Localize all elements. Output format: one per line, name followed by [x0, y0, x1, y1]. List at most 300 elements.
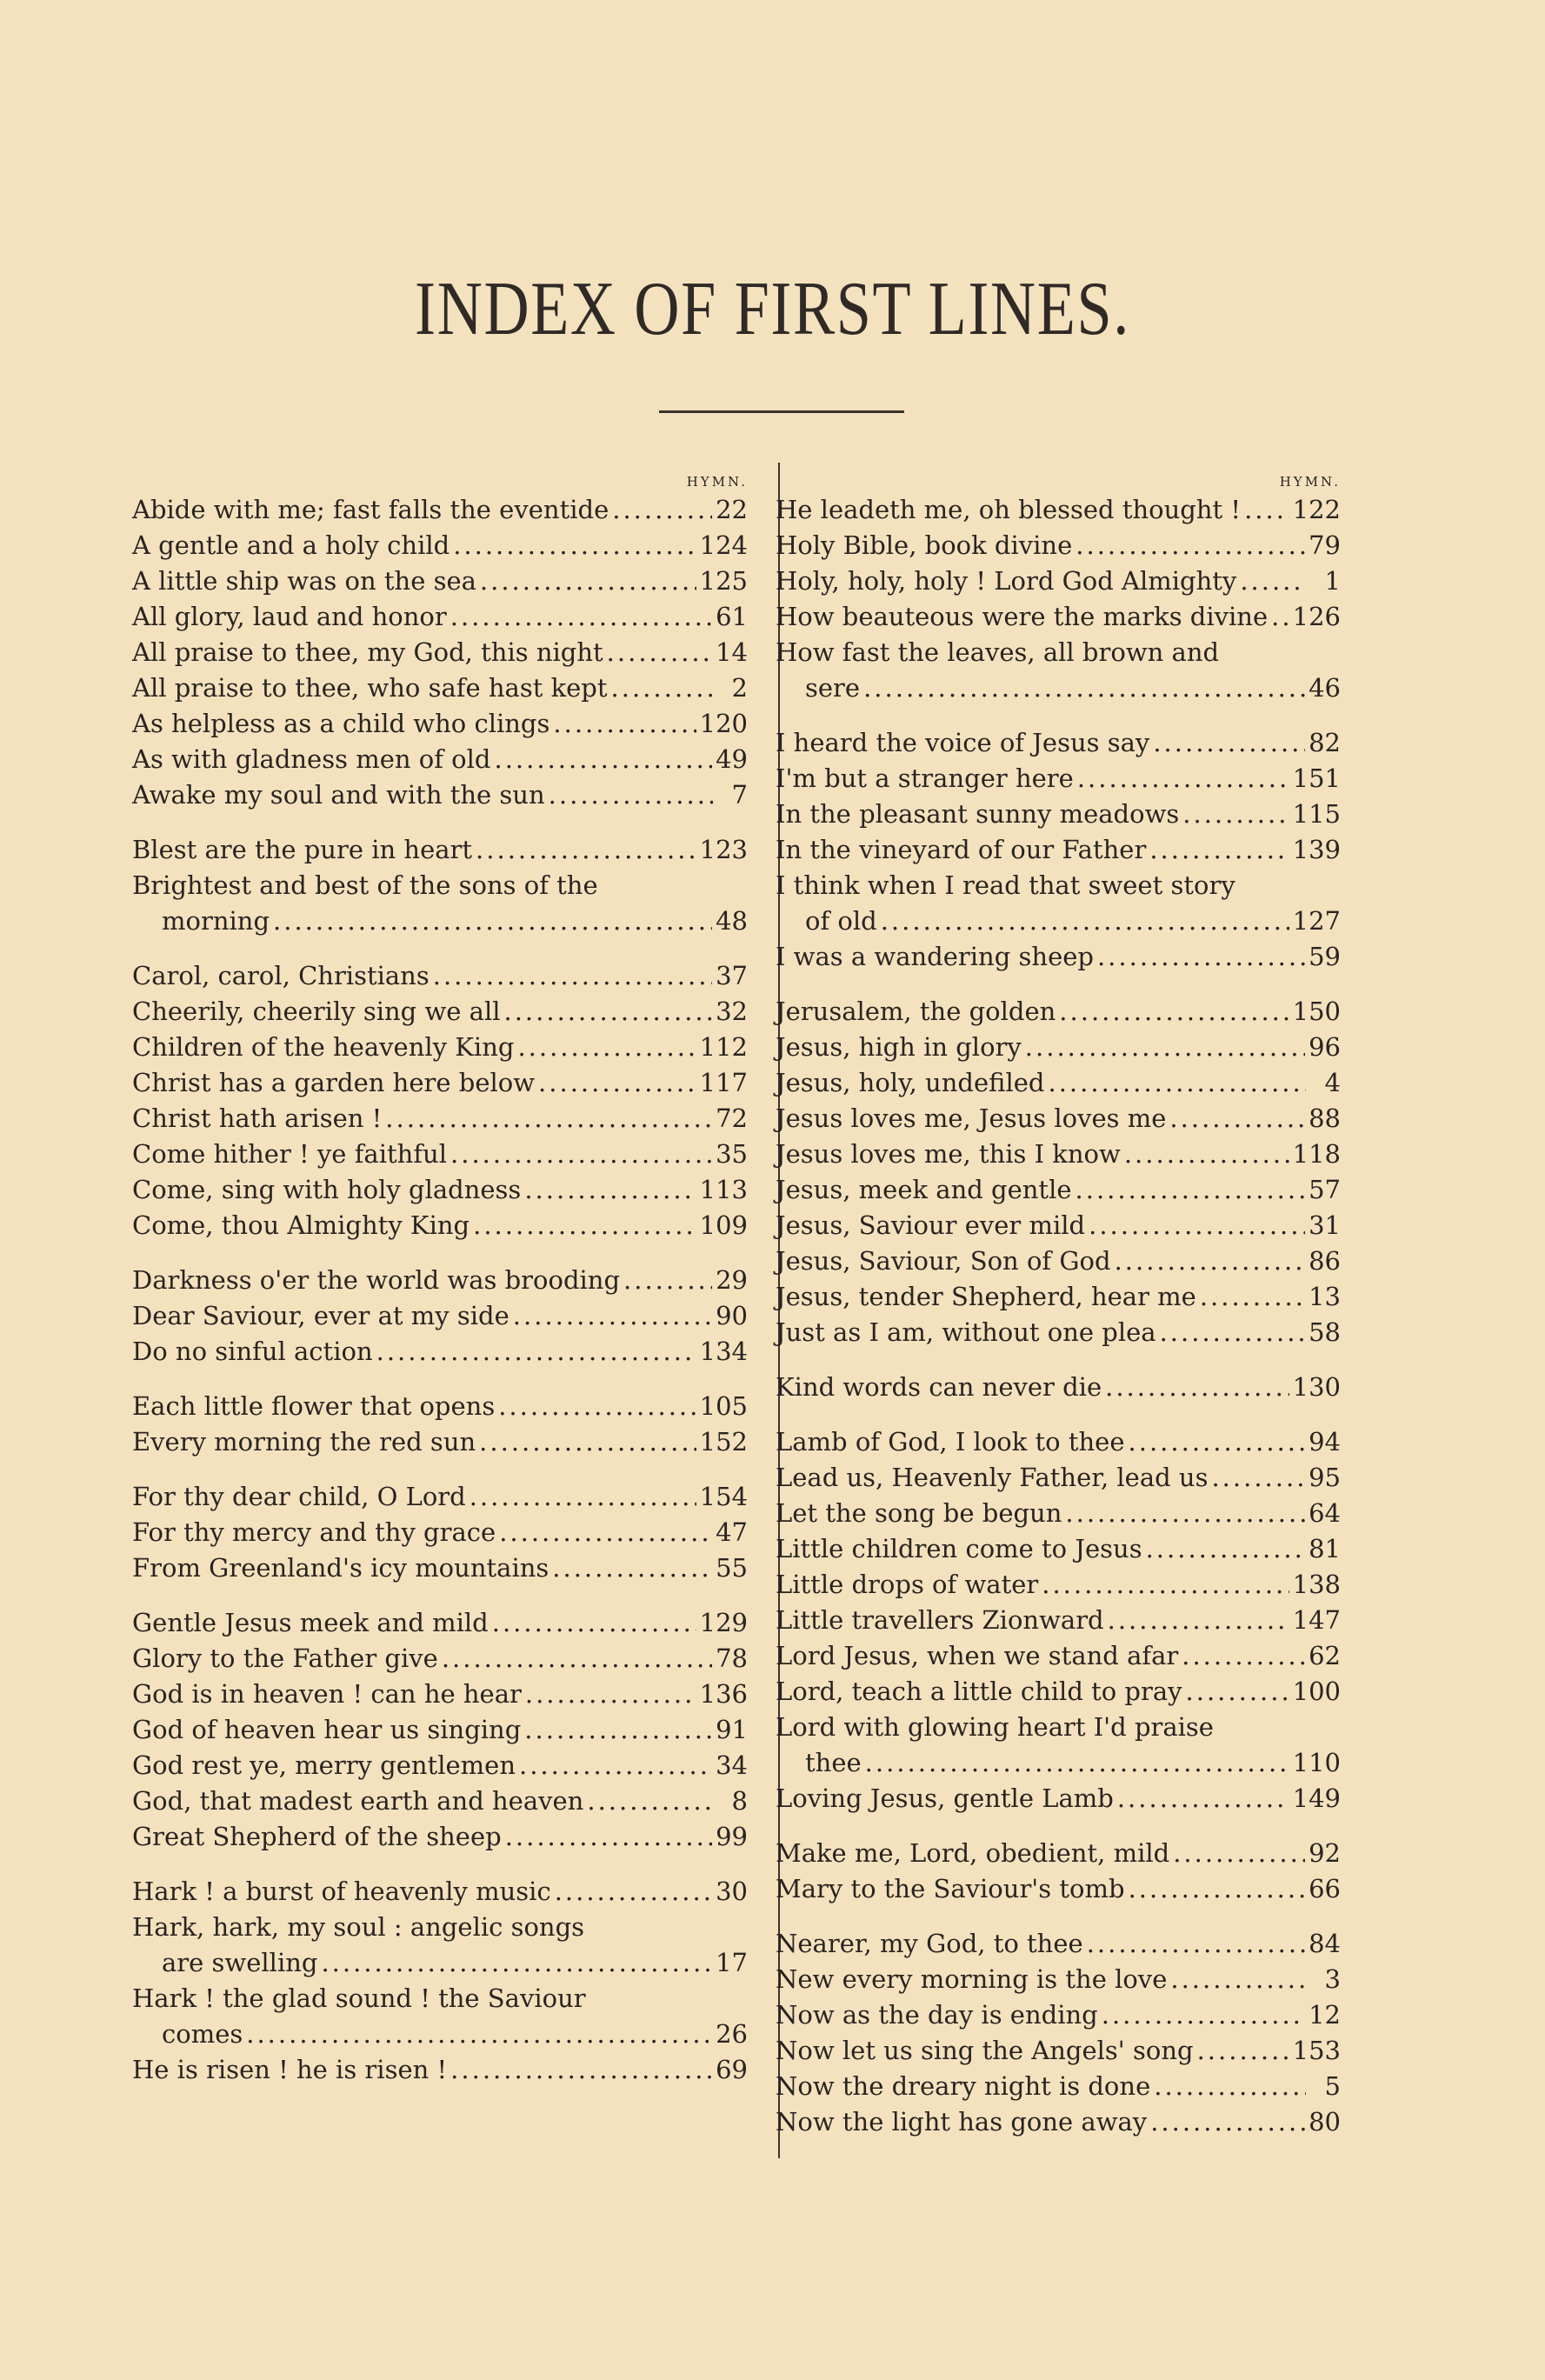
index-group [776, 492, 1341, 706]
first-line-text: thee [805, 1748, 862, 1777]
first-line-text: Christ hath arisen ! [132, 1103, 383, 1133]
dot-leader [1115, 1243, 1306, 1279]
dot-leader [492, 1605, 696, 1641]
hymn-number: 48 [716, 906, 748, 936]
index-entry [132, 994, 748, 1030]
first-line-text: sere [805, 673, 861, 703]
index-group [776, 994, 1341, 1350]
first-line-text: Come hither ! ye faithful [132, 1139, 448, 1169]
index-entry [132, 958, 748, 994]
hymn-number: 3 [1324, 1964, 1341, 1994]
hymn-number: 149 [1292, 1783, 1341, 1813]
hymn-number: 113 [699, 1175, 748, 1204]
index-group [132, 1263, 748, 1370]
hymn-number: 78 [716, 1643, 748, 1673]
hymn-number: 150 [1292, 997, 1341, 1026]
hymn-number: 115 [1292, 799, 1341, 829]
hymn-number: 117 [699, 1068, 748, 1097]
first-line-text: Loving Jesus, gentle Lamb [776, 1783, 1114, 1813]
hymn-number: 17 [716, 1948, 748, 1977]
hymn-number: 99 [716, 1822, 748, 1851]
hymn-number: 120 [699, 709, 748, 738]
hymn-number: 29 [716, 1265, 748, 1295]
first-line-text: New every morning is the love [776, 1964, 1168, 1994]
index-entry [132, 1334, 748, 1370]
hymn-number: 126 [1292, 602, 1341, 631]
hymn-number: 109 [699, 1210, 748, 1240]
hymn-number: 30 [716, 1877, 748, 1906]
first-line-text: Now the dreary night is done [776, 2071, 1151, 2101]
first-line-text: Hark ! a burst of heavenly music [132, 1877, 551, 1906]
index-entry [132, 1389, 748, 1424]
first-line-text: For thy mercy and thy grace [132, 1517, 496, 1547]
index-entry [776, 1030, 1341, 1065]
index-group [132, 492, 748, 813]
index-entry [776, 1781, 1341, 1817]
hymn-number: 94 [1309, 1427, 1341, 1457]
first-line-text: are swelling [162, 1948, 318, 1977]
dot-leader [1173, 1836, 1305, 1871]
index-group [776, 725, 1341, 975]
index-entry [776, 1460, 1341, 1496]
first-line-text: In the vineyard of our Father [776, 835, 1147, 864]
index-entry [776, 903, 1341, 939]
index-entry [132, 706, 748, 742]
hymn-number: 154 [699, 1482, 748, 1511]
hymn-number: 12 [1309, 2000, 1341, 2030]
index-entry [776, 1567, 1341, 1603]
hymn-number: 136 [699, 1679, 748, 1709]
index-entry [132, 1424, 748, 1460]
dot-leader [450, 599, 712, 635]
dot-leader [479, 1424, 696, 1460]
dot-leader [555, 1874, 712, 1910]
dot-leader [519, 1748, 712, 1783]
hymn-number: 62 [1309, 1641, 1341, 1670]
index-entry [776, 1710, 1341, 1745]
first-line-text: Holy, holy, holy ! Lord God Almighty [776, 566, 1237, 596]
index-entry [776, 599, 1341, 635]
hymn-number: 123 [699, 835, 748, 864]
hymn-number: 153 [1292, 2036, 1341, 2065]
hymn-number: 58 [1309, 1317, 1341, 1347]
first-line-text: How beauteous were the marks divine [776, 602, 1269, 631]
first-line-text: He is risen ! he is risen ! [132, 2055, 448, 2084]
dot-leader [1154, 2069, 1306, 2104]
index-group [132, 1479, 748, 1586]
index-entry [132, 563, 748, 599]
first-line-text: He leadeth me, oh blessed thought ! [776, 495, 1242, 524]
dot-leader [1089, 1208, 1305, 1243]
first-line-text: Blest are the pure in heart [132, 835, 473, 864]
dot-leader [524, 1172, 696, 1208]
dot-leader [1076, 1172, 1306, 1208]
dot-leader [525, 1677, 696, 1712]
hymn-number: 88 [1309, 1103, 1341, 1133]
hymn-number: 124 [699, 530, 748, 560]
first-line-text: As helpless as a child who clings [132, 709, 550, 738]
first-line-text: God, that madest earth and heaven [132, 1786, 584, 1816]
first-line-text: Hark, hark, my soul : angelic songs [132, 1912, 585, 1942]
index-entry [132, 599, 748, 635]
dot-leader [450, 1137, 712, 1172]
hymn-number: 122 [1292, 495, 1341, 524]
hymn-number: 59 [1309, 942, 1341, 971]
first-line-text: God is in heaven ! can he hear [132, 1679, 522, 1709]
dot-leader [1076, 528, 1305, 563]
first-line-text: Nearer, my God, to thee [776, 1929, 1083, 1958]
hymn-number: 95 [1309, 1463, 1341, 1492]
dot-leader [376, 1334, 696, 1370]
dot-leader [450, 2052, 712, 2088]
first-line-text: Jesus, Saviour ever mild [776, 1210, 1086, 1240]
first-line-text: Every morning the red sun [132, 1427, 476, 1457]
index-entry [776, 1962, 1341, 1997]
dot-leader [881, 903, 1289, 939]
dot-leader [499, 1515, 712, 1550]
first-line-text: of old [805, 906, 877, 936]
dot-leader [607, 635, 712, 670]
hymn-number: 118 [1292, 1139, 1341, 1169]
index-entry [776, 1370, 1341, 1405]
index-group [776, 1926, 1341, 2140]
index-entry [132, 1550, 748, 1586]
index-entry [776, 761, 1341, 797]
index-group [776, 1370, 1341, 1405]
index-entry [776, 1243, 1341, 1279]
first-line-text: Just as I am, without one plea [776, 1317, 1156, 1347]
hymn-number: 81 [1309, 1534, 1341, 1563]
hymn-number: 35 [716, 1139, 748, 1169]
hymn-number: 100 [1292, 1677, 1341, 1706]
index-entry [776, 1603, 1341, 1638]
hymn-number: 64 [1309, 1498, 1341, 1528]
dot-leader [504, 994, 713, 1030]
first-line-text: Jesus loves me, this I know [776, 1139, 1121, 1169]
dot-leader [1059, 994, 1289, 1030]
dot-leader [612, 492, 712, 528]
index-entry [776, 1674, 1341, 1710]
dot-leader [517, 1030, 696, 1065]
hymn-number: 139 [1292, 835, 1341, 864]
index-entry [132, 1605, 748, 1641]
dot-leader [476, 832, 696, 868]
hymn-number: 151 [1292, 763, 1341, 793]
first-line-text: Jesus, high in glory [776, 1032, 1022, 1062]
dot-leader [513, 1298, 712, 1334]
dot-leader [1108, 1603, 1289, 1638]
first-line-text: Christ has a garden here below [132, 1068, 536, 1097]
index-entry [776, 868, 1341, 903]
hymn-number: 110 [1292, 1748, 1341, 1777]
first-line-text: Little drops of water [776, 1570, 1039, 1599]
dot-leader [865, 1745, 1289, 1781]
left-entries [132, 492, 748, 2088]
first-line-text: comes [162, 2019, 243, 2049]
first-line-text: A little ship was on the sea [132, 566, 476, 596]
hymn-number: 5 [1324, 2071, 1341, 2101]
hymn-column-header: HYMN. [1279, 474, 1341, 490]
dot-leader [433, 958, 712, 994]
index-entry [776, 1531, 1341, 1567]
index-entry [132, 832, 748, 868]
first-line-text: I'm but a stranger here [776, 763, 1074, 793]
dot-leader [1124, 1137, 1289, 1172]
hymn-number: 7 [731, 780, 748, 810]
first-line-text: Let the song be begun [776, 1498, 1062, 1528]
first-line-text: I heard the voice of Jesus say [776, 728, 1150, 757]
dot-leader [385, 1101, 712, 1137]
hymn-number: 130 [1292, 1372, 1341, 1402]
hymn-number: 79 [1309, 530, 1341, 560]
index-entry [132, 1263, 748, 1298]
dot-leader [1105, 1370, 1289, 1405]
index-entry [776, 994, 1341, 1030]
index-entry [132, 1819, 748, 1855]
first-line-text: morning [162, 906, 270, 936]
dot-leader [1065, 1496, 1305, 1531]
first-line-text: I think when I read that sweet story [776, 870, 1235, 900]
dot-leader [538, 1065, 696, 1101]
hymn-number: 2 [731, 673, 748, 703]
first-line-text: A gentle and a holy child [132, 530, 450, 560]
index-entry [132, 1748, 748, 1783]
index-entry [132, 635, 748, 670]
index-entry [132, 1910, 748, 1945]
hymn-number: 84 [1309, 1929, 1341, 1958]
hymn-number: 49 [716, 744, 748, 774]
index-entry [776, 563, 1341, 599]
first-line-text: Lord with glowing heart I'd praise [776, 1712, 1214, 1742]
index-group [132, 1389, 748, 1460]
index-entry [132, 2017, 748, 2052]
index-entry [132, 868, 748, 903]
first-line-text: Now the light has gone away [776, 2107, 1148, 2137]
first-line-text: Glory to the Father give [132, 1643, 438, 1673]
hymn-number: 31 [1309, 1210, 1341, 1240]
dot-leader [549, 777, 713, 813]
index-entry [132, 1065, 748, 1101]
dot-leader [611, 670, 713, 706]
index-entry [776, 2104, 1341, 2140]
first-line-text: As with gladness men of old [132, 744, 491, 774]
first-line-text: Lamb of God, I look to thee [776, 1427, 1125, 1457]
first-line-text: Abide with me; fast falls the eventide [132, 495, 609, 524]
dot-leader [1170, 1962, 1306, 1997]
dot-leader [1200, 1279, 1305, 1315]
dot-leader [1042, 1567, 1289, 1603]
hymn-number: 134 [699, 1337, 748, 1366]
hymn-number: 91 [716, 1715, 748, 1744]
index-entry [132, 1208, 748, 1243]
first-line-text: Jesus, tender Shepherd, hear me [776, 1282, 1196, 1311]
hymn-number: 13 [1309, 1282, 1341, 1311]
index-entry [776, 1315, 1341, 1350]
dot-leader [552, 1550, 712, 1586]
index-entry [776, 1279, 1341, 1315]
first-line-text: I was a wandering sheep [776, 942, 1094, 971]
index-group [132, 832, 748, 939]
dot-leader [1048, 1065, 1306, 1101]
page-title: INDEX OF FIRST LINES. [415, 267, 1130, 351]
index-entry [776, 832, 1341, 868]
dot-leader [321, 1945, 712, 1981]
index-entry [132, 742, 748, 777]
first-line-text: Kind words can never die [776, 1372, 1102, 1402]
first-line-text: How fast the leaves, all brown and [776, 637, 1220, 667]
hymn-number: 57 [1309, 1175, 1341, 1204]
dot-leader [1244, 492, 1289, 528]
index-group [776, 1836, 1341, 1907]
index-entry [132, 1298, 748, 1334]
first-line-text: All praise to thee, my God, this night [132, 637, 603, 667]
index-entry [132, 1172, 748, 1208]
dot-leader [1153, 725, 1305, 761]
hymn-number: 37 [716, 961, 748, 990]
index-entry [776, 1172, 1341, 1208]
first-line-text: Jesus loves me, Jesus loves me [776, 1103, 1167, 1133]
first-line-text: Come, thou Almighty King [132, 1210, 470, 1240]
dot-leader [473, 1208, 696, 1243]
index-entry [776, 1496, 1341, 1531]
dot-leader [505, 1819, 712, 1855]
first-line-text: Each little flower that opens [132, 1391, 496, 1421]
dot-leader [453, 528, 696, 563]
dot-leader [273, 903, 712, 939]
hymn-number: 22 [716, 495, 748, 524]
hymn-number: 61 [716, 602, 748, 631]
dot-leader [246, 2017, 712, 2052]
index-entry [132, 1137, 748, 1172]
index-entry [776, 635, 1341, 670]
index-entry [776, 1926, 1341, 1962]
first-line-text: Carol, carol, Christians [132, 961, 430, 990]
dot-leader [1087, 1926, 1305, 1962]
index-entry [776, 2069, 1341, 2104]
dot-leader [623, 1263, 712, 1298]
first-line-text: Little children come to Jesus [776, 1534, 1142, 1563]
index-group [776, 1424, 1341, 1817]
first-line-text: Now let us sing the Angels' song [776, 2036, 1194, 2065]
dot-leader [1240, 563, 1306, 599]
first-line-text: Jesus, Saviour, Son of God [776, 1246, 1111, 1276]
first-line-text: Jerusalem, the golden [776, 997, 1056, 1026]
dot-leader [1182, 1638, 1305, 1674]
dot-leader [1149, 832, 1289, 868]
hymn-number: 96 [1309, 1032, 1341, 1062]
index-entry [132, 528, 748, 563]
first-line-text: Holy Bible, book divine [776, 530, 1073, 560]
first-line-text: God rest ye, merry gentlemen [132, 1750, 516, 1780]
dot-leader [863, 670, 1305, 706]
hymn-number: 138 [1292, 1570, 1341, 1599]
dot-leader [1025, 1030, 1305, 1065]
hymn-number: 8 [731, 1786, 748, 1816]
hymn-number: 47 [716, 1517, 748, 1547]
index-entry [776, 1997, 1341, 2033]
dot-leader [1182, 797, 1289, 832]
hymn-number: 129 [699, 1608, 748, 1637]
first-line-text: God of heaven hear us singing [132, 1715, 522, 1744]
dot-leader [553, 706, 696, 742]
dot-leader [1129, 1871, 1306, 1907]
index-entry [776, 2033, 1341, 2069]
first-line-text: Cheerily, cheerily sing we all [132, 997, 501, 1026]
first-line-text: Little travellers Zionward [776, 1605, 1104, 1635]
first-line-text: Dear Saviour, ever at my side [132, 1301, 509, 1330]
dot-leader [1186, 1674, 1289, 1710]
hymn-number: 105 [699, 1391, 748, 1421]
first-line-text: Jesus, meek and gentle [776, 1175, 1072, 1204]
first-line-text: Awake my soul and with the sun [132, 780, 545, 810]
dot-leader [1117, 1781, 1289, 1817]
index-entry [132, 492, 748, 528]
dot-leader [1211, 1460, 1305, 1496]
hymn-number: 4 [1324, 1068, 1341, 1097]
hymn-number: 72 [716, 1103, 748, 1133]
first-line-text: Make me, Lord, obedient, mild [776, 1838, 1170, 1868]
index-entry [776, 939, 1341, 975]
dot-leader [1169, 1101, 1305, 1137]
right-column [776, 471, 1341, 2159]
dot-leader [1271, 599, 1289, 635]
hymn-number: 14 [716, 637, 748, 667]
index-entry [132, 670, 748, 706]
index-entry [132, 2052, 748, 2088]
dot-leader [480, 563, 696, 599]
first-line-text: Lord Jesus, when we stand afar [776, 1641, 1179, 1670]
first-line-text: Darkness o'er the world was brooding [132, 1265, 621, 1295]
hymn-number: 147 [1292, 1605, 1341, 1635]
index-entry [776, 1745, 1341, 1781]
index-entry [776, 797, 1341, 832]
first-line-text: Hark ! the glad sound ! the Saviour [132, 1983, 586, 2013]
dot-leader [469, 1479, 696, 1515]
dot-leader [1197, 2033, 1289, 2069]
hymn-number: 90 [716, 1301, 748, 1330]
dot-leader [442, 1641, 712, 1677]
dot-leader [1129, 1424, 1306, 1460]
hymn-number: 34 [716, 1750, 748, 1780]
first-line-text: In the pleasant sunny meadows [776, 799, 1180, 829]
first-line-text: All praise to thee, who safe hast kept [132, 673, 608, 703]
first-line-text: From Greenland's icy mountains [132, 1553, 549, 1583]
first-line-text: Mary to the Saviour's tomb [776, 1874, 1125, 1903]
first-line-text: Now as the day is ending [776, 2000, 1098, 2030]
first-line-text: Do no sinful action [132, 1337, 373, 1366]
index-entry [776, 1101, 1341, 1137]
hymn-column-header: HYMN. [686, 474, 748, 490]
right-entries [776, 492, 1341, 2140]
first-line-text: Jesus, holy, undefiled [776, 1068, 1045, 1097]
index-entry [132, 903, 748, 939]
hymn-number: 125 [699, 566, 748, 596]
hymn-number: 66 [1309, 1874, 1341, 1903]
first-line-text: Children of the heavenly King [132, 1032, 515, 1062]
dot-leader [587, 1783, 713, 1819]
dot-leader [524, 1712, 712, 1748]
first-line-text: Come, sing with holy gladness [132, 1175, 522, 1204]
dot-leader [1146, 1531, 1306, 1567]
dot-leader [1077, 761, 1289, 797]
index-entry [776, 1137, 1341, 1172]
index-entry [132, 1945, 748, 1981]
index-entry [132, 1101, 748, 1137]
index-entry [132, 1874, 748, 1910]
first-line-text: Gentle Jesus meek and mild [132, 1608, 489, 1637]
hymn-number: 86 [1309, 1246, 1341, 1276]
hymn-number: 92 [1309, 1838, 1341, 1868]
